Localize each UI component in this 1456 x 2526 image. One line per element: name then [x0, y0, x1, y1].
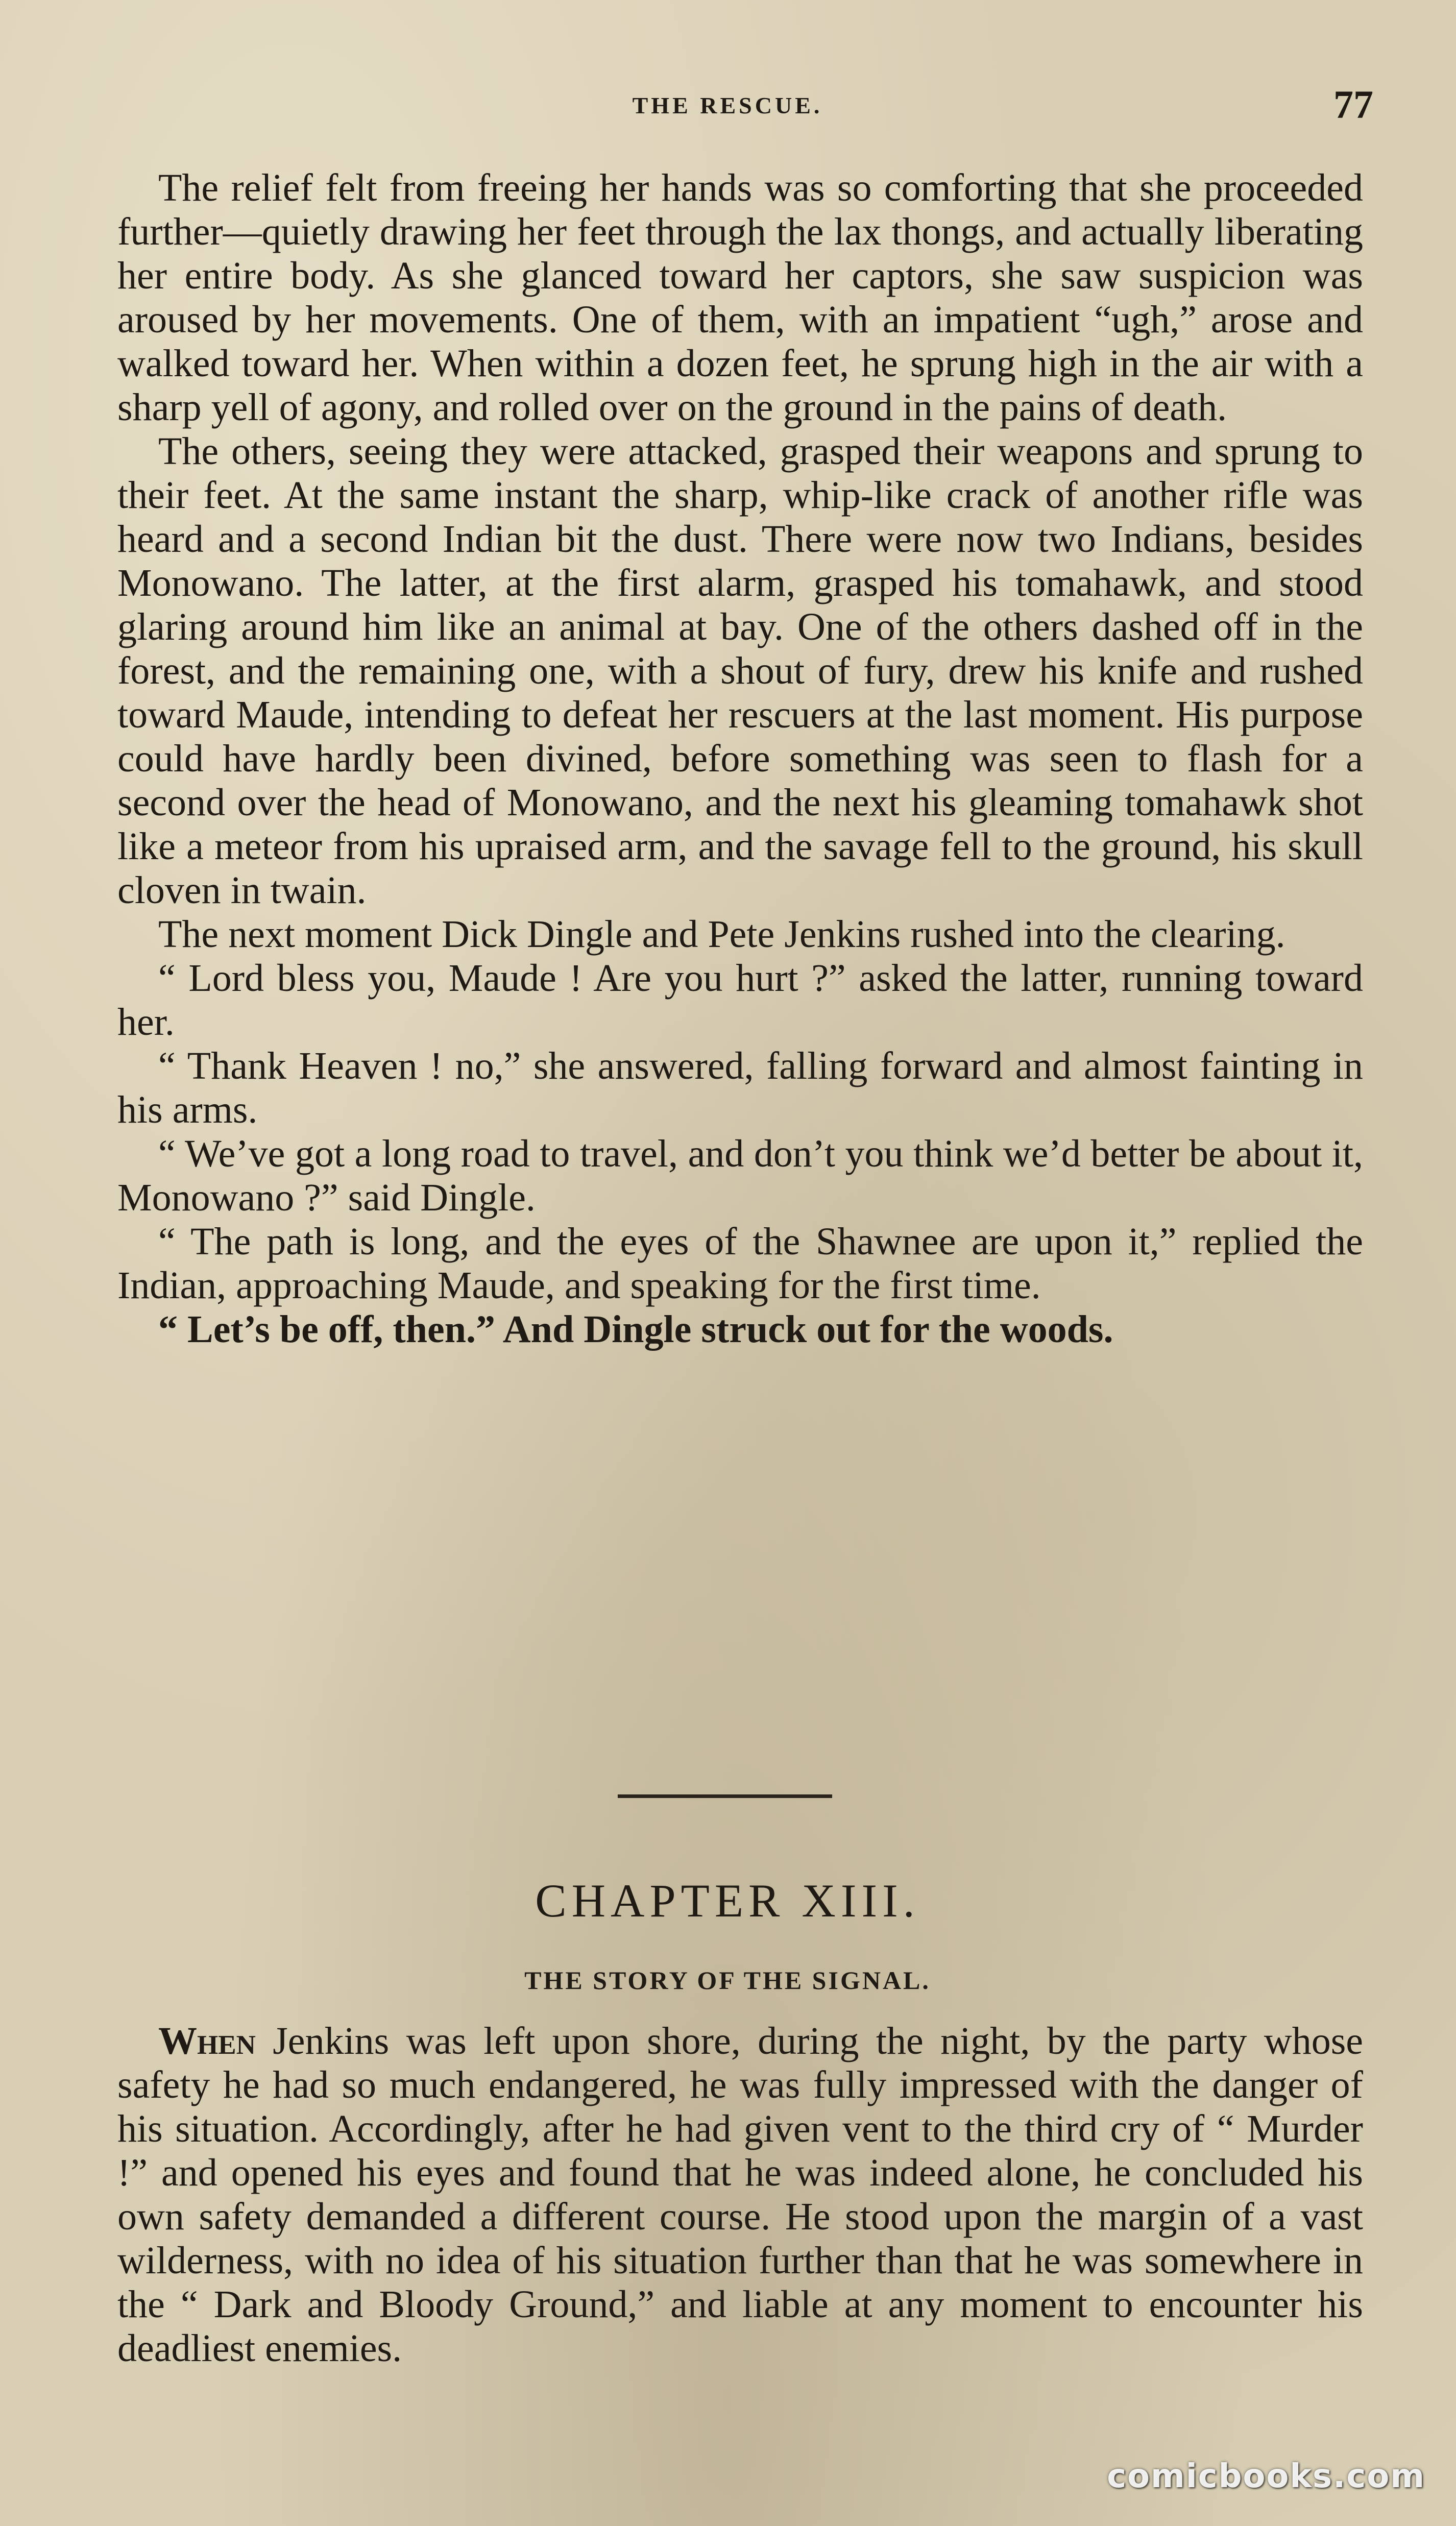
- paragraph: “ Let’s be off, then.” And Dingle struck out for the woods.: [158, 1308, 1113, 1351]
- chapter-opening-paragraph: [117, 2019, 1363, 2370]
- paragraph: “ The path is long, and the eyes of the Shawnee are upon it,” replied the Indian, approaching Maude, and speaking for the first time.: [117, 1220, 1363, 1307]
- body-text: [117, 166, 1363, 1351]
- chapter-body-text: Jenkins was left upon shore, during the night, by the party whose safety he had so much endangered, he was fully impressed with the danger of his situation. Accordingly, after he had given vent to the third cry of “ Murder !” and opened his eyes and found that he was indeed alone, he concluded his own safety demanded a different course. He stood upon the margin of a vast wilderness, with no idea of his situation further than that he was somewhere in the “ Dark and Bloody Ground,” and liable at any moment to encounter his deadliest enemies.: [117, 2020, 1364, 2370]
- watermark: comicbooks.com: [1107, 2458, 1425, 2495]
- paragraph: “ Lord bless you, Maude ! Are you hurt ?” asked the latter, running toward her.: [117, 957, 1363, 1043]
- running-title: THE RESCUE.: [632, 92, 823, 118]
- chapter-subtitle: THE STORY OF THE SIGNAL.: [524, 1966, 931, 1995]
- book-page: [77, 66, 1378, 2496]
- opening-word: When: [158, 2020, 256, 2062]
- paragraph: The others, seeing they were attacked, grasped their weapons and sprung to their feet. At the same instant the sharp, whip-like crack of another rifle was heard and a second Indian bit the dust. There were now two Indians, besides Monowano. The latter, at the first alarm, grasped his tomahawk, and stood glaring around him like an animal at bay. One of the others dashed off in the forest, and the remaining one, with a shout of fury, drew his knife and rushed toward Maude, intending to defeat her rescuers at the last moment. His purpose could have hardly been divined, before something was seen to flash for a second over the head of Monowano, and the next his gleaming tomahawk shot like a meteor from his upraised arm, and the savage fell to the ground, his skull cloven in twain.: [117, 430, 1363, 912]
- paragraph: “ We’ve got a long road to travel, and don’t you think we’d better be about it, Monowano ?” said Dingle.: [117, 1132, 1363, 1219]
- running-head: [77, 82, 1378, 128]
- chapter-title: CHAPTER XIII.: [535, 1875, 920, 1927]
- chapter-body: [117, 2019, 1363, 2370]
- section-divider: [618, 1794, 832, 1798]
- paragraph: “ Thank Heaven ! no,” she answered, falling forward and almost fainting in his arms.: [117, 1045, 1363, 1131]
- paragraph: The relief felt from freeing her hands was so comforting that she proceeded further—quietly drawing her feet through the lax thongs, and actually liberating her entire body. As she glanced toward her captors, she saw suspicion was aroused by her movements. One of them, with an impatient “ugh,” arose and walked toward her. When within a dozen feet, he sprung high in the air with a sharp yell of agony, and rolled over on the ground in the pains of death.: [117, 166, 1363, 429]
- paragraph: The next moment Dick Dingle and Pete Jenkins rushed into the clearing.: [158, 913, 1285, 956]
- page-number: 77: [1333, 82, 1373, 127]
